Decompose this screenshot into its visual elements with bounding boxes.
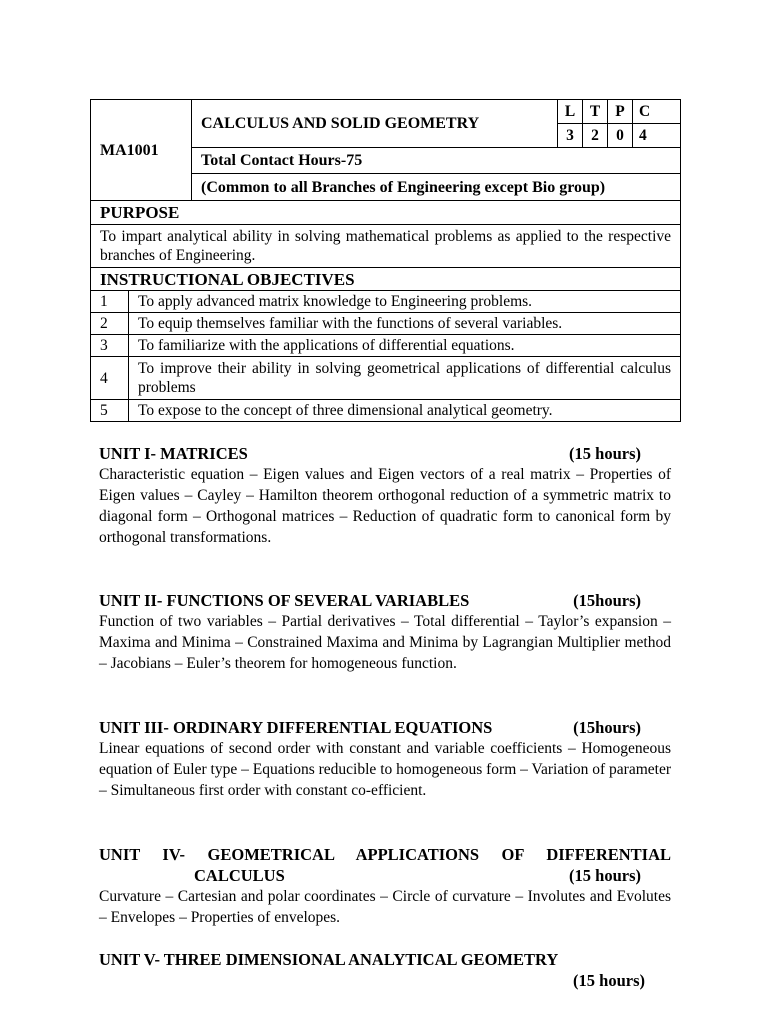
unit-4 bbox=[99, 844, 671, 928]
ltpc-header-c: C bbox=[633, 100, 681, 124]
ltpc-value-l: 3 bbox=[558, 124, 583, 148]
objective-text: To equip themselves familiar with the functions of several variables. bbox=[129, 313, 681, 335]
purpose-heading: PURPOSE bbox=[91, 201, 681, 225]
unit-heading bbox=[99, 590, 671, 611]
ltpc-header-l: L bbox=[558, 100, 583, 124]
objective-number: 3 bbox=[91, 335, 129, 357]
unit-content: Characteristic equation – Eigen values and Eigen vectors of a real matrix – Properties of Eigen values – Cayley – Hamilton theorem orthogonal reduction of a symmetric matrix to diagonal form – Orthogonal matrices – Reduction of quadratic form to canonical form by orthogonal transformations. bbox=[99, 466, 671, 546]
unit-content: Curvature – Cartesian and polar coordinates – Circle of curvature – Involutes and Evolutes – Envelopes – Properties of envelopes. bbox=[99, 888, 671, 926]
course-header-table bbox=[90, 99, 681, 422]
ltpc-value-p: 0 bbox=[608, 124, 633, 148]
unit-heading bbox=[99, 865, 671, 886]
unit-title: UNIT I- MATRICES bbox=[99, 444, 248, 463]
objective-number: 1 bbox=[91, 291, 129, 313]
unit-title: UNIT III- ORDINARY DIFFERENTIAL EQUATIONS bbox=[99, 718, 493, 737]
unit-5 bbox=[99, 949, 671, 991]
contact-hours: Total Contact Hours-75 bbox=[192, 148, 681, 174]
objective-row bbox=[91, 357, 681, 400]
course-title: CALCULUS AND SOLID GEOMETRY bbox=[192, 100, 558, 148]
unit-1 bbox=[99, 443, 671, 548]
ltpc-header-p: P bbox=[608, 100, 633, 124]
objective-row bbox=[91, 335, 681, 357]
ltpc-value-c: 4 bbox=[633, 124, 681, 148]
unit-hours: (15 hours) bbox=[569, 444, 641, 463]
unit-heading bbox=[99, 949, 671, 970]
unit-3 bbox=[99, 717, 671, 801]
unit-heading bbox=[99, 443, 671, 464]
common-note: (Common to all Branches of Engineering except Bio group) bbox=[192, 174, 681, 201]
unit-content: Linear equations of second order with constant and variable coefficients – Homogeneous equation of Euler type – Equations reducible to homogeneous form – Variation of parameter – Simultaneous first order with constant co-efficient. bbox=[99, 740, 671, 799]
unit-hours: (15hours) bbox=[573, 591, 641, 610]
objectives-heading: INSTRUCTIONAL OBJECTIVES bbox=[91, 268, 681, 291]
unit-hours: (15hours) bbox=[573, 718, 641, 737]
unit-hours: (15 hours) bbox=[573, 971, 645, 990]
objective-number: 4 bbox=[91, 357, 129, 400]
objective-text: To improve their ability in solving geometrical applications of differential calculus problems bbox=[129, 357, 681, 400]
objective-number: 2 bbox=[91, 313, 129, 335]
objective-row bbox=[91, 291, 681, 313]
ltpc-header-t: T bbox=[583, 100, 608, 124]
unit-title: UNIT IV- GEOMETRICAL APPLICATIONS OF DIFFERENTIAL bbox=[99, 845, 671, 864]
unit-2 bbox=[99, 590, 671, 674]
unit-heading bbox=[99, 717, 671, 738]
objective-text: To familiarize with the applications of differential equations. bbox=[129, 335, 681, 357]
objective-text: To expose to the concept of three dimensional analytical geometry. bbox=[129, 400, 681, 422]
course-code: MA1001 bbox=[91, 100, 192, 201]
objective-row bbox=[91, 400, 681, 422]
unit-title: UNIT V- THREE DIMENSIONAL ANALYTICAL GEOMETRY bbox=[99, 950, 559, 969]
unit-hours: (15 hours) bbox=[569, 866, 641, 885]
objective-number: 5 bbox=[91, 400, 129, 422]
unit-title-continued: CALCULUS bbox=[194, 866, 285, 885]
unit-title: UNIT II- FUNCTIONS OF SEVERAL VARIABLES bbox=[99, 591, 470, 610]
objective-text: To apply advanced matrix knowledge to Engineering problems. bbox=[129, 291, 681, 313]
unit-content: Function of two variables – Partial derivatives – Total differential – Taylor’s expansion – Maxima and Minima – Constrained Maxima and Minima by Lagrangian Multiplier method – Jacobians – Euler’s theorem for homogeneous function. bbox=[99, 613, 671, 672]
ltpc-value-t: 2 bbox=[583, 124, 608, 148]
purpose-text: To impart analytical ability in solving mathematical problems as applied to the respective branches of Engineering. bbox=[91, 225, 681, 268]
objective-row bbox=[91, 313, 681, 335]
